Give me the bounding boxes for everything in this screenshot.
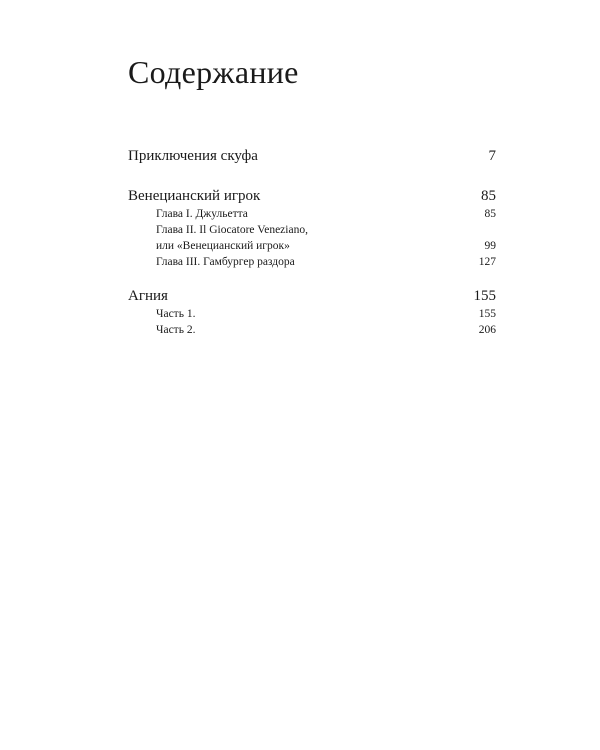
toc-entry-page: 127 <box>478 256 496 268</box>
toc-entry-page: 7 <box>488 148 496 164</box>
toc-entry-chapter[interactable] <box>156 254 496 270</box>
toc-entry-part1[interactable] <box>128 146 496 166</box>
toc-entry-page: 155 <box>473 288 496 304</box>
toc-entry-chapter[interactable] <box>156 238 496 254</box>
page-title: Содержание <box>128 54 299 90</box>
toc-entry-title: Приключения скуфа <box>128 148 258 164</box>
toc-entry-title: Глава I. Джульетта <box>156 208 248 220</box>
toc-entry-title-line[interactable]: Глава II. Il Giocatore Veneziano, <box>156 224 308 236</box>
toc-entry-title: Глава III. Гамбургер раздора <box>156 256 295 268</box>
toc-entry-title: или «Венецианский игрок» <box>156 240 290 252</box>
toc-entry-page: 155 <box>478 308 496 320</box>
toc-entry-chapter[interactable] <box>156 322 496 338</box>
toc-entry-title: Агния <box>128 288 168 304</box>
toc-group-part2 <box>128 186 496 270</box>
toc-entry-title: Часть 2. <box>156 324 196 336</box>
table-of-contents <box>128 146 496 354</box>
toc-group-part1 <box>128 146 496 166</box>
toc-entry-title: Венецианский игрок <box>128 188 261 204</box>
toc-entry-chapter[interactable] <box>156 206 496 222</box>
toc-entry-chapter[interactable] <box>156 306 496 322</box>
toc-entry-page: 85 <box>484 208 496 220</box>
toc-entry-page: 99 <box>484 240 496 252</box>
toc-entry-page: 206 <box>478 324 496 336</box>
toc-group-part3 <box>128 286 496 338</box>
toc-entry-page: 85 <box>481 188 496 204</box>
toc-entry-title: Часть 1. <box>156 308 196 320</box>
toc-entry-part2[interactable] <box>128 186 496 206</box>
toc-entry-part3[interactable] <box>128 286 496 306</box>
